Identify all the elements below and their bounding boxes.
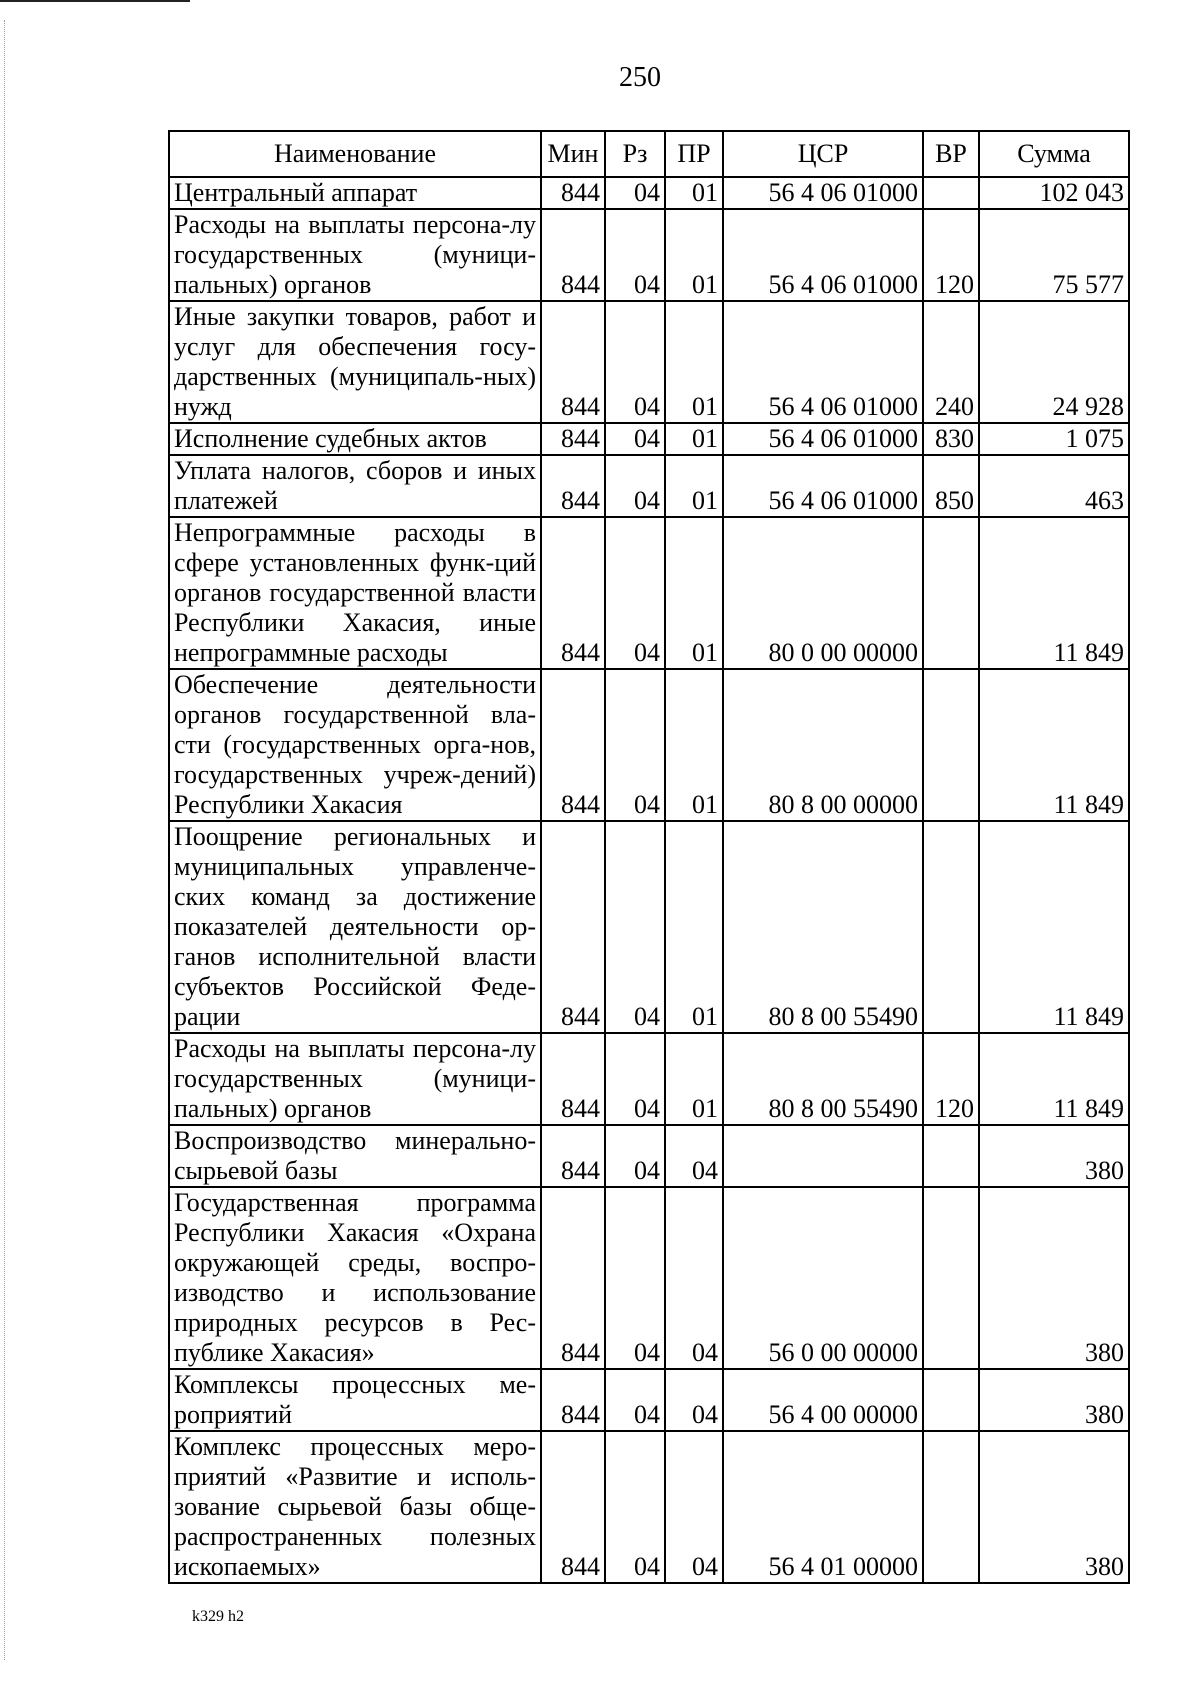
row-rz: 04 [605, 177, 665, 209]
row-vr: 240 [923, 301, 979, 423]
row-rz: 04 [605, 455, 665, 517]
table-row [169, 1033, 1129, 1125]
row-csr: 56 4 01 00000 [723, 1431, 923, 1583]
page-number: 250 [619, 62, 661, 93]
row-sum: 102 043 [979, 177, 1129, 209]
row-min: 844 [541, 517, 605, 669]
row-name: Комплекс процессных меро-приятий «Развитие и исполь-зование сырьевой базы обще-распространенных полезных ископаемых» [169, 1431, 541, 1583]
row-min: 844 [541, 1369, 605, 1431]
row-sum: 11 849 [979, 517, 1129, 669]
row-vr [923, 669, 979, 821]
row-rz: 04 [605, 517, 665, 669]
table-row [169, 177, 1129, 209]
row-pr: 01 [665, 517, 723, 669]
header-name: Наименование [169, 131, 541, 177]
table-row [169, 821, 1129, 1033]
row-min: 844 [541, 455, 605, 517]
row-pr: 01 [665, 177, 723, 209]
row-sum: 380 [979, 1125, 1129, 1187]
scan-edge-left [4, 20, 6, 1660]
row-name: Центральный аппарат [169, 177, 541, 209]
header-csr: ЦСР [723, 131, 923, 177]
row-pr: 01 [665, 301, 723, 423]
row-sum: 11 849 [979, 669, 1129, 821]
row-min: 844 [541, 1187, 605, 1369]
row-csr: 56 4 06 01000 [723, 455, 923, 517]
row-rz: 04 [605, 423, 665, 455]
footer-code: k329 h2 [192, 1608, 244, 1625]
row-rz: 04 [605, 209, 665, 301]
row-csr: 80 8 00 55490 [723, 821, 923, 1033]
row-csr: 56 0 00 00000 [723, 1187, 923, 1369]
row-vr: 850 [923, 455, 979, 517]
row-csr: 80 8 00 00000 [723, 669, 923, 821]
row-name: Непрограммные расходы в сфере установленных функ-ций органов государственной власти Республики Хакасия, иные непрограммные расходы [169, 517, 541, 669]
table-row [169, 1187, 1129, 1369]
row-csr: 56 4 06 01000 [723, 209, 923, 301]
row-vr: 120 [923, 1033, 979, 1125]
row-csr: 56 4 00 00000 [723, 1369, 923, 1431]
row-name: Иные закупки товаров, работ и услуг для обеспечения госу-дарственных (муниципаль-ных) нужд [169, 301, 541, 423]
row-pr: 01 [665, 1033, 723, 1125]
row-min: 844 [541, 177, 605, 209]
row-vr [923, 517, 979, 669]
row-pr: 01 [665, 821, 723, 1033]
row-sum: 24 928 [979, 301, 1129, 423]
row-rz: 04 [605, 1431, 665, 1583]
row-pr: 01 [665, 423, 723, 455]
row-name: Уплата налогов, сборов и иных платежей [169, 455, 541, 517]
row-csr: 80 8 00 55490 [723, 1033, 923, 1125]
row-min: 844 [541, 821, 605, 1033]
row-min: 844 [541, 1125, 605, 1187]
row-vr: 830 [923, 423, 979, 455]
row-sum: 1 075 [979, 423, 1129, 455]
row-sum: 11 849 [979, 1033, 1129, 1125]
row-pr: 04 [665, 1431, 723, 1583]
header-sum: Сумма [979, 131, 1129, 177]
row-sum: 380 [979, 1369, 1129, 1431]
row-sum: 380 [979, 1187, 1129, 1369]
row-rz: 04 [605, 301, 665, 423]
row-vr [923, 1369, 979, 1431]
row-name: Воспроизводство минерально-сырьевой базы [169, 1125, 541, 1187]
row-vr [923, 821, 979, 1033]
table-header-row [169, 131, 1129, 177]
row-vr: 120 [923, 209, 979, 301]
row-name: Комплексы процессных ме-роприятий [169, 1369, 541, 1431]
row-min: 844 [541, 423, 605, 455]
table-row [169, 669, 1129, 821]
table-row [169, 301, 1129, 423]
row-pr: 04 [665, 1369, 723, 1431]
row-sum: 380 [979, 1431, 1129, 1583]
row-vr [923, 1187, 979, 1369]
row-name: Обеспечение деятельности органов государственной вла-сти (государственных орга-нов, государственных учреж-дений) Республики Хакасия [169, 669, 541, 821]
row-rz: 04 [605, 821, 665, 1033]
row-vr [923, 177, 979, 209]
header-vr: ВР [923, 131, 979, 177]
row-csr [723, 1125, 923, 1187]
row-sum: 11 849 [979, 821, 1129, 1033]
row-min: 844 [541, 1431, 605, 1583]
row-pr: 01 [665, 209, 723, 301]
row-min: 844 [541, 669, 605, 821]
row-name: Поощрение региональных и муниципальных управленче-ских команд за достижение показателей деятельности ор-ганов исполнительной власти субъектов Российской Феде-рации [169, 821, 541, 1033]
row-rz: 04 [605, 1125, 665, 1187]
row-csr: 80 0 00 00000 [723, 517, 923, 669]
row-rz: 04 [605, 1033, 665, 1125]
row-rz: 04 [605, 669, 665, 821]
row-csr: 56 4 06 01000 [723, 301, 923, 423]
row-min: 844 [541, 1033, 605, 1125]
row-name: Расходы на выплаты персона-лу государственных (муници-пальных) органов [169, 209, 541, 301]
table-row [169, 1431, 1129, 1583]
row-vr [923, 1431, 979, 1583]
table-row [169, 423, 1129, 455]
row-min: 844 [541, 301, 605, 423]
row-pr: 01 [665, 455, 723, 517]
row-name: Государственная программа Республики Хакасия «Охрана окружающей среды, воспро-изводство и использование природных ресурсов в Рес-публике Хакасия» [169, 1187, 541, 1369]
scan-edge-top [0, 0, 190, 2]
row-pr: 04 [665, 1125, 723, 1187]
row-rz: 04 [605, 1369, 665, 1431]
row-name: Расходы на выплаты персона-лу государственных (муници-пальных) органов [169, 1033, 541, 1125]
row-vr [923, 1125, 979, 1187]
row-csr: 56 4 06 01000 [723, 423, 923, 455]
row-pr: 04 [665, 1187, 723, 1369]
row-sum: 463 [979, 455, 1129, 517]
header-min: Мин [541, 131, 605, 177]
header-rz: Рз [605, 131, 665, 177]
row-pr: 01 [665, 669, 723, 821]
table-row [169, 517, 1129, 669]
table-row [169, 1369, 1129, 1431]
table-row [169, 1125, 1129, 1187]
row-min: 844 [541, 209, 605, 301]
table-row [169, 209, 1129, 301]
table-row [169, 455, 1129, 517]
row-name: Исполнение судебных актов [169, 423, 541, 455]
row-sum: 75 577 [979, 209, 1129, 301]
budget-table [168, 130, 1130, 1584]
row-rz: 04 [605, 1187, 665, 1369]
header-pr: ПР [665, 131, 723, 177]
table-body [169, 177, 1129, 1583]
row-csr: 56 4 06 01000 [723, 177, 923, 209]
